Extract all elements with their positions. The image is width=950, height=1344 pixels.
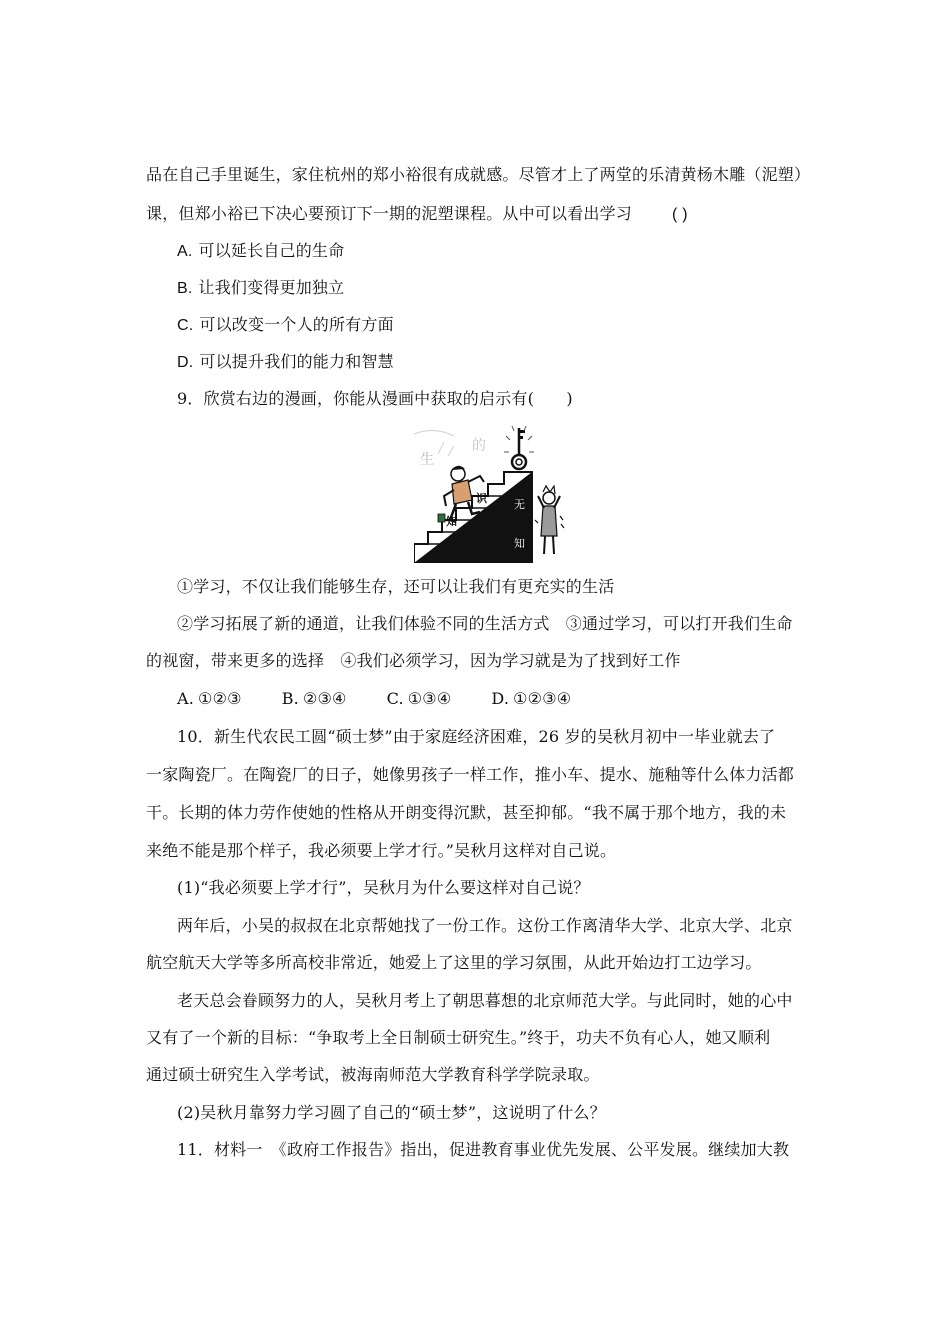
q10-subquestion-2: (2)吴秋月靠努力学习圆了自己的“硕士梦”，这说明了什么？ [177, 1103, 606, 1122]
q9-option-letter: B. [281, 689, 299, 708]
q8-answer-paren: ( ) [672, 206, 688, 223]
cartoon-bg-text: 生 [420, 452, 434, 468]
q8-stem-line-1: 品在自己手里诞生，家住杭州的郑小裕很有成就感。尽管才上了两堂的乐清黄杨木雕（泥塑） [146, 165, 811, 184]
cartoon-step-label: 知 [446, 515, 457, 528]
q10-paragraph-2-line-2: 航空航天大学等多所高校非常近，她爱上了这里的学习氛围，从此开始边打工边学习。 [146, 953, 762, 972]
q8-option-text: 让我们变得更加独立 [198, 278, 345, 297]
q8-option-text: 可以延长自己的生命 [198, 241, 345, 260]
q9-option-b [282, 689, 347, 708]
cartoon-image [414, 424, 565, 563]
q11-line-1: 11．材料一 《政府工作报告》指出，促进教育事业优先发展、公平发展。继续加大教 [177, 1140, 790, 1159]
q8-stem-text: 课，但郑小裕已下决心要预订下一期的泥塑课程。从中可以看出学习 [146, 204, 633, 223]
q9-option-text: ①②③④ [513, 689, 572, 708]
q10-paragraph-2-line-1: 两年后，小吴的叔叔在北京帮她找了一份工作。这份工作离清华大学、北京大学、北京 [177, 916, 793, 935]
q9-option-letter: D. [491, 689, 510, 708]
q9-statement-2-line-1: ②学习拓展了新的通道，让我们体验不同的生活方式 ③通过学习，可以打开我们生命 [177, 614, 793, 633]
q9-stem: 9．欣赏右边的漫画，你能从漫画中获取的启示有( ) [177, 389, 573, 408]
q8-option-letter: D. [177, 354, 194, 371]
q8-option-b [177, 278, 344, 299]
q9-option-a [177, 689, 242, 708]
q10-paragraph-3-line-2: 又有了一个新的目标：“争取考上全日制硕士研究生。”终于，功夫不负有心人，她又顺利 [146, 1028, 771, 1047]
q9-statement-2-line-2: 的视窗，带来更多的选择 ④我们必须学习，因为学习就是为了找到好工作 [146, 651, 681, 670]
q10-paragraph-1-line-4: 来绝不能是那个样子，我必须要上学才行。”吴秋月这样对自己说。 [146, 841, 617, 860]
cartoon-step-label: 识 [476, 492, 487, 505]
q8-option-letter: A. [177, 243, 193, 260]
cartoon-dark-label: 知 [514, 537, 525, 550]
q10-paragraph-1-line-2: 一家陶瓷厂。在陶瓷厂的日子，她像男孩子一样工作，推小车、提水、施釉等什么体力活都 [146, 765, 795, 784]
q8-option-c [177, 315, 394, 336]
q9-statement-1: ①学习，不仅让我们能够生存，还可以让我们有更充实的生活 [177, 577, 615, 596]
q8-option-text: 可以改变一个人的所有方面 [199, 315, 394, 334]
q8-option-a [177, 241, 344, 262]
q8-option-text: 可以提升我们的能力和智慧 [199, 352, 394, 371]
cartoon-dark-label: 无 [514, 498, 525, 511]
q9-option-c [387, 689, 452, 708]
q10-paragraph-3-line-3: 通过硕士研究生入学考试，被海南师范大学教育科学学院录取。 [146, 1065, 600, 1084]
q9-option-letter: A. [177, 689, 195, 708]
q9-option-text: ②③④ [302, 689, 347, 708]
q9-option-text: ①③④ [407, 689, 452, 708]
q8-stem-line-2 [146, 204, 688, 225]
cartoon-bg-text: 的 [472, 438, 486, 454]
q9-option-text: ①②③ [198, 689, 242, 708]
q9-option-d [491, 689, 571, 708]
q10-paragraph-1-line-3: 干。长期的体力劳作使她的性格从开朗变得沉默，甚至抑郁。“我不属于那个地方，我的未 [146, 803, 787, 822]
q10-paragraph-1-line-1: 10．新生代农民工圆“硕士梦”由于家庭经济困难，26 岁的吴秋月初中一毕业就去了 [177, 727, 776, 746]
q9-option-letter: C. [386, 689, 404, 708]
q9-options-row [177, 689, 571, 709]
q10-subquestion-1: (1)“我必须要上学才行”，吴秋月为什么要这样对自己说？ [177, 878, 590, 897]
q8-option-d [177, 352, 394, 373]
q8-option-letter: C. [177, 317, 194, 334]
q10-paragraph-3-line-1: 老天总会眷顾努力的人，吴秋月考上了朝思暮想的北京师范大学。与此同时，她的心中 [177, 991, 793, 1010]
q8-option-letter: B. [177, 280, 193, 297]
